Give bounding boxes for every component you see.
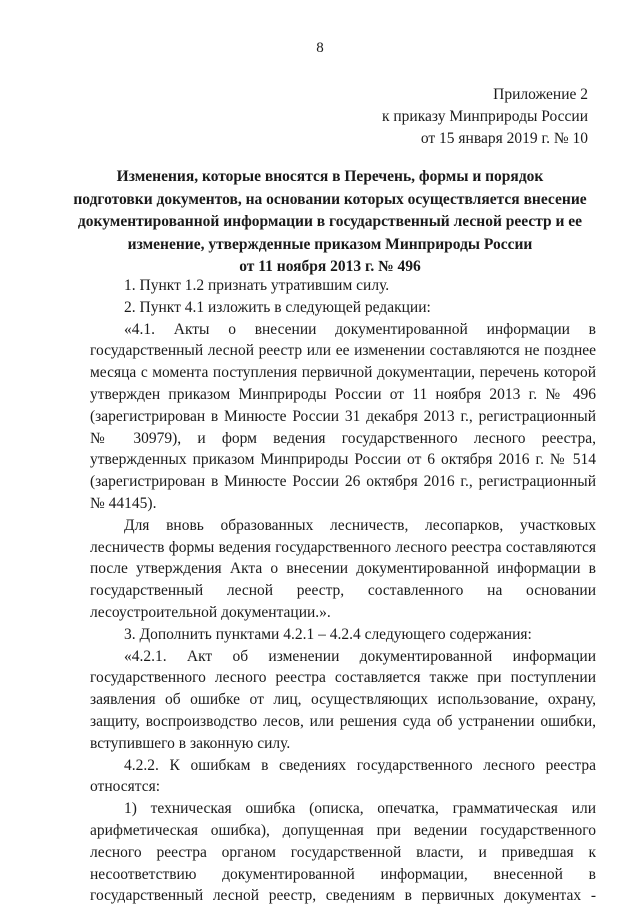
paragraph-7: 4.2.2. К ошибкам в сведениях государственного лесного реестра относятся: [90, 756, 596, 796]
paragraph-1: 1. Пункт 1.2 признать утратившим силу. [124, 277, 390, 294]
paragraph-2: 2. Пункт 4.1 изложить в следующей редакции: [124, 298, 431, 316]
title-line-2: подготовки документов, на основании которых осуществляется внесение [73, 190, 587, 208]
appendix-header [382, 84, 588, 150]
title-line-3: документированной информации в государственный лесной реестр и ее [77, 213, 583, 230]
paragraph-4: Для вновь образованных лесничеств, лесопарков, участковых лесничеств формы ведения государственного лесного реестра составляются после утверждения Акта о внесении документированной информации в государственный лесной реестр, составленного на основании лесоустроительной документации.». [90, 516, 596, 621]
title-line-1: Изменения, которые вносятся в Перечень, формы и порядок [116, 168, 544, 185]
page-number: 8 [316, 40, 324, 56]
document-title [60, 166, 600, 279]
appendix-line-3: от 15 января 2019 г. № 10 [420, 130, 588, 147]
paragraph-8: 1) техническая ошибка (описка, опечатка, грамматическая или арифметическая ошибка), допущенная при ведении государственного лесного реестра органом государственной власти, и приведшая к несоответствию документированной информации, внесенной в государственный лесной реестр, сведениям в первичных документах - [90, 800, 596, 905]
document-body [90, 275, 596, 907]
paragraph-3: «4.1. Акты о внесении документированной информации в государственный лесной реестр или ее изменении составляются не позднее месяца с момента поступления первичной документации, перечень которой утвержден приказом Минприроды России от 11 ноября 2013 г. № 496 (зарегистрирован в Минюсте России 31 декабря 2013 г., регистрационный № 30979), и форм ведения государственного лесного реестра, утвержденных приказом Минприроды России от 6 октября 2016 г. № 514 (зарегистрирован в Минюсте России 26 октября 2016 г., регистрационный № 44145). [90, 320, 596, 512]
title-line-4: изменение, утвержденные приказом Минприроды России [127, 235, 533, 253]
paragraph-5: 3. Дополнить пунктами 4.2.1 – 4.2.4 следующего содержания: [124, 625, 532, 643]
appendix-line-1: Приложение 2 [493, 86, 588, 103]
paragraph-6: «4.2.1. Акт об изменении документированной информации государственного лесного реестра составляется также при поступлении заявления об ошибке от лиц, осуществляющих использование, охрану, защиту, воспроизводство лесов, или решения суда об устранении ошибки, вступившего в законную силу. [90, 647, 596, 752]
title-line-5: от 11 ноября 2013 г. № 496 [239, 258, 421, 275]
appendix-line-2: к приказу Минприроды России [381, 108, 588, 125]
